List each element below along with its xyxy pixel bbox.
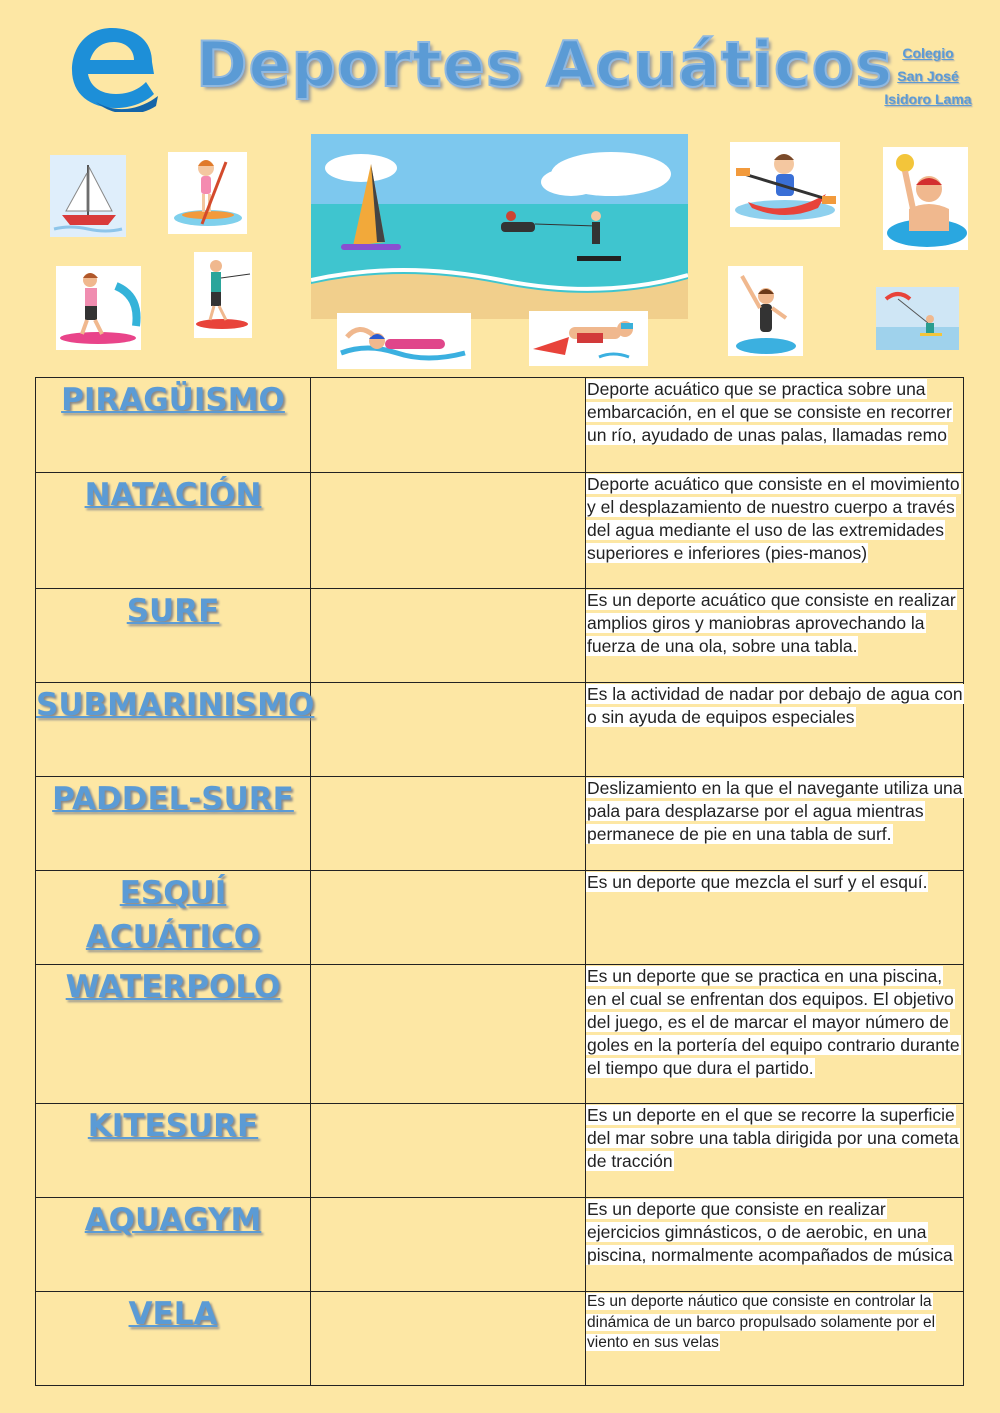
answer-cell[interactable]: [311, 965, 586, 1104]
sport-description: Es un deporte que consiste en realizar ejercicios gimnásticos, o de aerobic, en una piscina, normalmente acompañados de música: [587, 1199, 953, 1265]
sport-description: Es un deporte que se practica en una piscina, en el cual se enfrentan dos equipos. El objetivo del juego, es el de marcar el mayor número de goles en la portería del equipo contrario durante el tiempo que dura el partido.: [587, 966, 960, 1078]
description-cell: [586, 777, 964, 871]
sport-name: PADDEL-SURF: [36, 777, 311, 871]
sport-description: Es la actividad de nadar por debajo de agua con o sin ayuda de equipos especiales: [587, 684, 963, 727]
description-cell: [586, 1292, 964, 1386]
table-row: [36, 1292, 964, 1386]
surfer-girl-icon: [56, 266, 141, 350]
description-cell: [586, 683, 964, 777]
sport-description: Es un deporte acuático que consiste en realizar amplios giros y maniobras aprovechando la fuerza de una ola, sobre una tabla.: [587, 590, 956, 656]
beach-scene: [311, 134, 688, 319]
table-row: [36, 1198, 964, 1292]
kayaker-icon: [730, 142, 840, 227]
answer-cell[interactable]: [311, 1198, 586, 1292]
sport-name: KITESURF: [36, 1104, 311, 1198]
answer-cell[interactable]: [311, 1292, 586, 1386]
answer-cell[interactable]: [311, 378, 586, 473]
school-logo: [66, 22, 162, 112]
answer-cell[interactable]: [311, 871, 586, 965]
sport-name: WATERPOLO: [36, 965, 311, 1104]
school-line-3: Isidoro Lama: [884, 91, 972, 107]
sport-description: Es un deporte náutico que consiste en controlar la dinámica de un barco propulsado solamente por el viento en sus velas: [587, 1293, 936, 1351]
school-name: [872, 42, 984, 111]
description-cell: [586, 1104, 964, 1198]
description-cell: [586, 589, 964, 683]
kitesurfer-icon: [876, 287, 959, 350]
answer-cell[interactable]: [311, 683, 586, 777]
description-cell: [586, 378, 964, 473]
table-row: [36, 589, 964, 683]
sport-name: ESQUÍ ACUÁTICO: [36, 871, 311, 965]
sport-name: SURF: [36, 589, 311, 683]
table-row: [36, 683, 964, 777]
swimmer-icon: [337, 313, 471, 369]
sport-name: PIRAGÜISMO: [36, 378, 311, 473]
sport-description: Es un deporte en el que se recorre la superficie del mar sobre una tabla dirigida por una cometa de tracción: [587, 1105, 959, 1171]
description-cell: [586, 965, 964, 1104]
school-line-1: Colegio: [902, 45, 954, 61]
table-row: [36, 473, 964, 589]
sport-description: Es un deporte que mezcla el surf y el esquí.: [587, 872, 928, 892]
wakeboarder-icon: [194, 252, 252, 338]
sports-matching-table: [35, 377, 964, 1386]
sport-name: VELA: [36, 1292, 311, 1386]
description-cell: [586, 1198, 964, 1292]
answer-cell[interactable]: [311, 777, 586, 871]
waterpolo-player-icon: [883, 147, 968, 250]
description-cell: [586, 871, 964, 965]
sport-description: Deporte acuático que se practica sobre una embarcación, en el que se consiste en recorrer un río, ayudado de unas palas, llamadas remo: [587, 379, 952, 445]
table-row: [36, 777, 964, 871]
table-row: [36, 378, 964, 473]
sport-name: NATACIÓN: [36, 473, 311, 589]
sport-description: Deporte acuático que consiste en el movimiento y el desplazamiento de nuestro cuerpo a través del agua mediante el uso de las extremidades superiores e inferiores (pies-manos): [587, 474, 960, 563]
answer-cell[interactable]: [311, 589, 586, 683]
aquagym-woman-icon: [728, 266, 803, 356]
table-row: [36, 871, 964, 965]
diver-icon: [529, 311, 648, 366]
answer-cell[interactable]: [311, 1104, 586, 1198]
description-cell: [586, 473, 964, 589]
answer-cell[interactable]: [311, 473, 586, 589]
table-row: [36, 1104, 964, 1198]
school-line-2: San José: [897, 68, 959, 84]
sport-name: AQUAGYM: [36, 1198, 311, 1292]
sailboat-icon: [50, 155, 126, 237]
paddle-surf-girl-icon: [168, 152, 247, 234]
sport-name: SUBMARINISMO: [36, 683, 311, 777]
sport-description: Deslizamiento en la que el navegante utiliza una pala para desplazarse por el agua mientras permanece de pie en una tabla de surf.: [587, 778, 963, 844]
table-row: [36, 965, 964, 1104]
page-title: Deportes Acuáticos: [196, 28, 894, 101]
